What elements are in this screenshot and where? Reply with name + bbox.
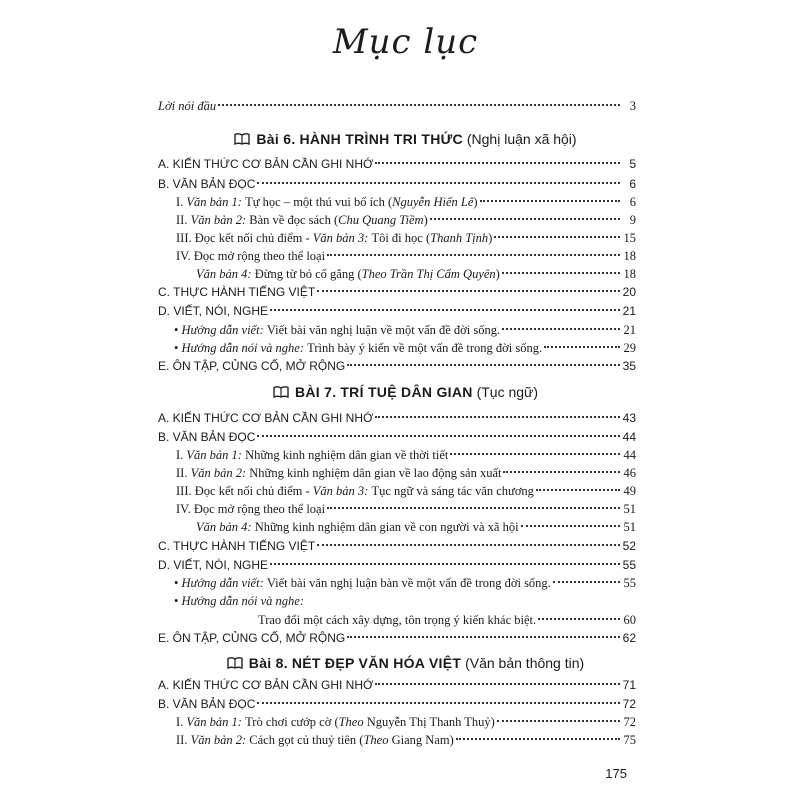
lesson-heading-7[interactable] [0, 381, 811, 403]
page-title: Mục lục [332, 22, 479, 62]
entry-page: 18 [623, 267, 636, 281]
dot-leader [450, 453, 620, 455]
entry-label: IV. Đọc mở rộng theo thể loại [176, 249, 326, 263]
entry-label: Hướng dẫn nói và nghe: [181, 594, 305, 608]
entry-page: 5 [629, 157, 636, 171]
toc-entry-6-iii[interactable] [176, 228, 636, 248]
entry-label: B. VĂN BẢN ĐỌC [158, 697, 256, 711]
dot-leader [553, 581, 620, 583]
dot-leader [317, 544, 620, 546]
dot-leader [497, 720, 620, 722]
entry-page: 44 [622, 430, 636, 444]
dot-leader [480, 200, 620, 202]
entry-label: B. VĂN BẢN ĐỌC [158, 177, 256, 191]
bullet-icon: • [174, 576, 179, 590]
dot-leader [430, 218, 620, 220]
toc-entry-7-iv[interactable] [176, 499, 636, 519]
lesson-genre: (Văn bản thông tin) [465, 655, 585, 671]
entry-page: 51 [623, 520, 636, 534]
dot-leader [257, 182, 620, 184]
entry-label: E. ÔN TẬP, CỦNG CỐ, MỞ RỘNG [158, 359, 346, 373]
toc-entry-6e[interactable] [158, 356, 636, 376]
open-book-icon [273, 386, 289, 398]
dot-leader [536, 489, 620, 491]
toc-entry-8a[interactable] [158, 675, 636, 695]
dot-leader [456, 738, 620, 740]
entry-label: C. THỰC HÀNH TIẾNG VIỆT [158, 539, 316, 553]
entry-label: I. Văn bản 1: Tự học – một thú vui bổ ích (Nguyễn Hiến Lê) [176, 195, 478, 209]
dot-leader [347, 636, 620, 638]
lesson-number: Bài 8. [248, 655, 288, 671]
dot-leader [375, 683, 620, 685]
toc-entry-6c[interactable] [158, 282, 636, 302]
entry-label: IV. Đọc mở rộng theo thể loại [176, 502, 326, 516]
entry-page: 49 [623, 484, 636, 498]
dot-leader [538, 618, 620, 620]
toc-entry-7b[interactable] [158, 427, 636, 447]
lesson-number: Bài 6. [256, 131, 296, 147]
toc-entry-6-d1[interactable] [174, 320, 636, 340]
entry-page: 62 [622, 631, 636, 645]
entry-label: III. Đọc kết nối chủ điểm - Văn bản 3: Tôi đi học (Thanh Tịnh) [176, 231, 493, 245]
entry-page: 15 [623, 231, 636, 245]
dot-leader [375, 416, 620, 418]
entry-page: 21 [623, 323, 636, 337]
entry-page: 21 [622, 304, 636, 318]
dot-leader [257, 435, 620, 437]
toc-entry-7d[interactable] [158, 555, 636, 575]
dot-leader [218, 104, 620, 106]
entry-label: Văn bản 4: Đừng từ bỏ cố gắng (Theo Trần Thị Cẩm Quyên) [196, 267, 500, 281]
entry-page: 18 [623, 249, 636, 263]
open-book-icon [227, 657, 243, 669]
toc-entry-preface[interactable] [158, 96, 636, 116]
entry-label: I. Văn bản 1: Những kinh nghiệm dân gian về thời tiết [176, 448, 449, 462]
entry-label: A. KIẾN THỨC CƠ BẢN CẦN GHI NHỚ [158, 411, 374, 425]
entry-label: C. THỰC HÀNH TIẾNG VIỆT [158, 285, 316, 299]
entry-label: II. Văn bản 2: Những kinh nghiệm dân gian về lao động sản xuất [176, 466, 502, 480]
bullet-icon: • [174, 323, 179, 337]
toc-entry-6a[interactable] [158, 154, 636, 174]
entry-label: II. Văn bản 2: Cách gọt củ thuỷ tiên (Theo Giang Nam) [176, 733, 454, 747]
entry-label: Lời nói đầu [158, 99, 217, 113]
toc-entry-6-iv[interactable] [176, 246, 636, 266]
lesson-number: BÀI 7. [294, 384, 337, 400]
entry-page: 46 [623, 466, 636, 480]
entry-page: 20 [622, 285, 636, 299]
page-number: 175 [605, 766, 627, 781]
toc-entry-8-i[interactable] [176, 712, 636, 732]
entry-label: Trao đổi một cách xây dựng, tôn trọng ý kiến khác biệt. [258, 613, 537, 627]
dot-leader [503, 471, 620, 473]
toc-entry-7-d2-cont[interactable] [258, 610, 636, 630]
dot-leader [317, 290, 620, 292]
dot-leader [270, 309, 620, 311]
entry-label: E. ÔN TẬP, CỦNG CỐ, MỞ RỘNG [158, 631, 346, 645]
dot-leader [327, 254, 620, 256]
toc-entry-6-d2[interactable] [174, 338, 636, 358]
entry-page: 75 [623, 733, 636, 747]
entry-label: A. KIẾN THỨC CƠ BẢN CẦN GHI NHỚ [158, 678, 374, 692]
dot-leader [257, 702, 620, 704]
entry-page: 29 [623, 341, 636, 355]
entry-page: 9 [629, 213, 636, 227]
dot-leader [544, 346, 620, 348]
toc-entry-6b[interactable] [158, 174, 636, 194]
lesson-genre: (Nghị luận xã hội) [466, 131, 577, 147]
toc-entry-7c[interactable] [158, 536, 636, 556]
entry-label: • Hướng dẫn viết: Viết bài văn nghị luận về một vấn đề đời sống. [174, 323, 501, 337]
dot-leader [375, 162, 620, 164]
dot-leader [494, 236, 620, 238]
entry-page: 35 [622, 359, 636, 373]
toc-entry-6-ii[interactable] [176, 210, 636, 230]
entry-page: 72 [623, 715, 636, 729]
dot-leader [347, 364, 620, 366]
lesson-heading-8[interactable] [0, 652, 811, 674]
entry-label: A. KIẾN THỨC CƠ BẢN CẦN GHI NHỚ [158, 157, 374, 171]
toc-entry-7-i[interactable] [176, 445, 636, 465]
toc-entry-7-d2[interactable] [174, 591, 304, 611]
lesson-genre: (Tục ngữ) [476, 384, 539, 400]
dot-leader [502, 328, 620, 330]
entry-label: • Hướng dẫn nói và nghe: Trình bày ý kiến về một vấn đề trong đời sống. [174, 341, 543, 355]
toc-entry-7-iii[interactable] [176, 481, 636, 501]
toc-entry-7-vb4[interactable] [196, 517, 636, 537]
entry-page: 72 [622, 697, 636, 711]
entry-page: 6 [629, 195, 636, 209]
entry-page: 3 [629, 99, 636, 113]
dot-leader [521, 525, 620, 527]
entry-page: 55 [623, 576, 636, 590]
entry-page: 43 [622, 411, 636, 425]
entry-label: • Hướng dẫn viết: Viết bài văn nghị luận bàn về một vấn đề trong đời sống. [174, 576, 551, 590]
entry-page: 51 [623, 502, 636, 516]
entry-label: II. Văn bản 2: Bàn về đọc sách (Chu Quang Tiềm) [176, 213, 428, 227]
toc-entry-8b[interactable] [158, 694, 636, 714]
lesson-name: TRÍ TUỆ DÂN GIAN [340, 384, 473, 400]
toc-entry-6-vb4[interactable] [196, 264, 636, 284]
dot-leader [270, 563, 620, 565]
toc-entry-7e[interactable] [158, 628, 636, 648]
entry-page: 55 [622, 558, 636, 572]
toc-entry-7-d1[interactable] [174, 573, 636, 593]
toc-entry-6d[interactable] [158, 301, 636, 321]
lesson-name: NÉT ĐẸP VĂN HÓA VIỆT [291, 655, 462, 671]
entry-label: D. VIẾT, NÓI, NGHE [158, 304, 269, 318]
entry-label: III. Đọc kết nối chủ điểm - Văn bản 3: Tục ngữ và sáng tác văn chương [176, 484, 534, 498]
toc-entry-7a[interactable] [158, 408, 636, 428]
entry-label: Văn bản 4: Những kinh nghiệm dân gian về con người và xã hội [196, 520, 519, 534]
entry-page: 71 [622, 678, 636, 692]
entry-label: B. VĂN BẢN ĐỌC [158, 430, 256, 444]
lesson-heading-6[interactable] [0, 128, 811, 150]
toc-entry-6-i[interactable] [176, 192, 636, 212]
entry-page: 6 [629, 177, 636, 191]
open-book-icon [234, 133, 250, 145]
entry-page: 44 [623, 448, 636, 462]
lesson-name: HÀNH TRÌNH TRI THỨC [299, 131, 463, 147]
bullet-icon: • [174, 594, 179, 608]
toc-entry-8-ii[interactable] [176, 730, 636, 750]
toc-entry-7-ii[interactable] [176, 463, 636, 483]
entry-page: 52 [622, 539, 636, 553]
dot-leader [327, 507, 620, 509]
entry-label: D. VIẾT, NÓI, NGHE [158, 558, 269, 572]
bullet-icon: • [174, 341, 179, 355]
entry-label: I. Văn bản 1: Trò chơi cướp cờ (Theo Nguyễn Thị Thanh Thuỷ) [176, 715, 495, 729]
entry-page: 60 [623, 613, 636, 627]
dot-leader [502, 272, 620, 274]
